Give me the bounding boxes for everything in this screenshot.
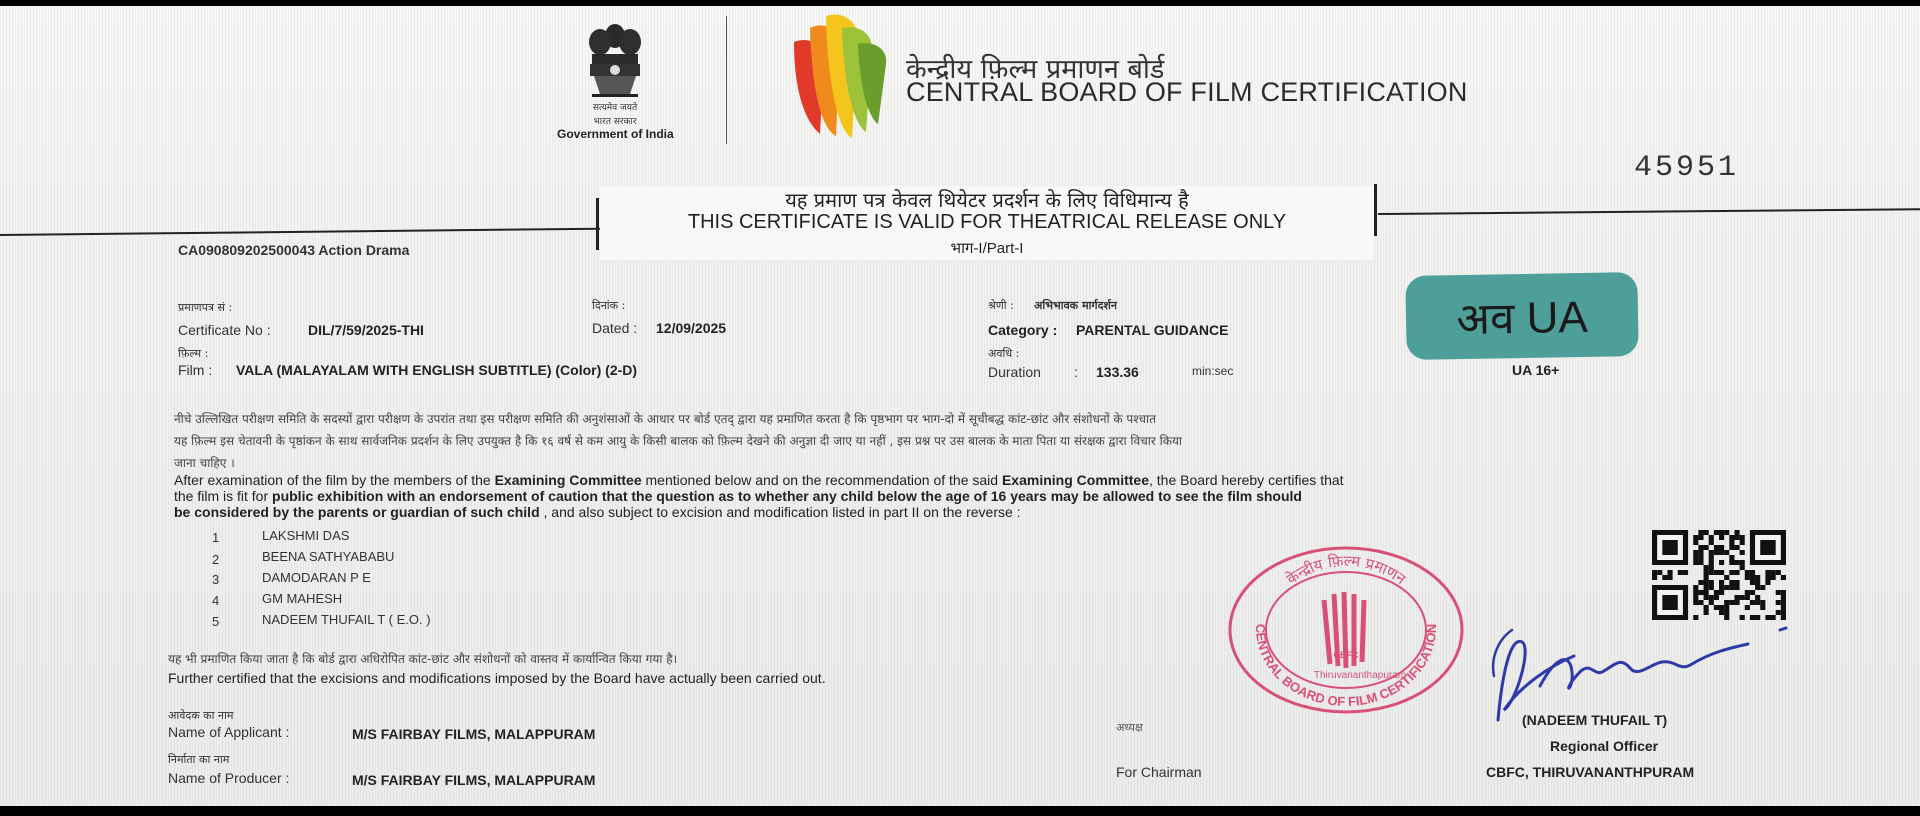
- seal-outer-english: CENTRAL BOARD OF FILM CERTIFICATION: [1252, 623, 1440, 710]
- svg-text:केन्द्रीय फ़िल्म प्रमाणन: [1283, 552, 1410, 589]
- member-number: 4: [212, 593, 220, 608]
- producer-value: M/S FAIRBAY FILMS, MALAPPURAM: [352, 772, 596, 788]
- english-para-line-2: [174, 488, 1302, 504]
- validity-hindi: यह प्रमाण पत्र केवल थियेटर प्रदर्शन के लिए विधिमान्य है: [785, 188, 1189, 212]
- member-number: 5: [212, 614, 220, 629]
- lion-capital-icon: [582, 20, 648, 98]
- para-text: After examination of the film by the members of the: [174, 472, 495, 488]
- film-value: VALA (MALAYALAM WITH ENGLISH SUBTITLE) (Color) (2-D): [236, 362, 638, 378]
- serial-number: 45951: [1634, 151, 1740, 185]
- national-emblem: [557, 20, 674, 144]
- govt-english: Government of India: [557, 127, 674, 141]
- header-divider: [726, 16, 727, 144]
- member-number: 1: [212, 530, 220, 545]
- chairman-label: For Chairman: [1116, 764, 1202, 780]
- duration-label: Duration: [988, 364, 1041, 380]
- part-label: भाग-I/Part-I: [950, 240, 1024, 257]
- applicant-label: Name of Applicant :: [168, 724, 290, 740]
- seal-inner-city: Thiruvananthapuram: [1313, 670, 1407, 681]
- para-bold: Examining Committee: [1001, 472, 1149, 488]
- qr-finder-pattern: [1652, 585, 1688, 620]
- film-hindi-label: फ़िल्म :: [178, 347, 209, 360]
- hindi-para-line-3: जाना चाहिए ।: [174, 456, 235, 470]
- member-name: NADEEM THUFAIL T ( E.O. ): [262, 612, 431, 627]
- qr-code: [1652, 530, 1786, 620]
- band-bracket-right: [1374, 184, 1377, 236]
- duration-unit: min:sec: [1192, 364, 1234, 378]
- category-label: Category :: [988, 322, 1058, 338]
- member-name: GM MAHESH: [262, 591, 343, 606]
- board-name-english: CENTRAL BOARD OF FILM CERTIFICATION: [906, 77, 1468, 107]
- cert-no-value: DIL/7/59/2025-THI: [308, 322, 424, 338]
- dated-hindi-label: दिनांक :: [592, 299, 626, 312]
- rating-sub-label: UA 16+: [1512, 362, 1560, 378]
- dated-value: 12/09/2025: [656, 320, 727, 336]
- chairman-hindi: अध्यक्ष: [1116, 721, 1143, 734]
- seal-inner-top: CBFC: [1333, 650, 1359, 660]
- seal-outer-hindi: केन्द्रीय फ़िल्म प्रमाणन: [1282, 551, 1410, 589]
- english-para-line-3: [174, 504, 1021, 520]
- further-english: Further certified that the excisions and modifications imposed by the Board have actually been carried out.: [168, 670, 826, 686]
- rating-text: अव UA: [1455, 292, 1589, 345]
- applicant-hindi-label: आवेदक का नाम: [168, 709, 234, 722]
- para-text: , the Board hereby certifies that: [1149, 472, 1344, 488]
- english-para-line-1: [174, 472, 1344, 488]
- para-text: , and also subject to excision and modification listed in part II on the reverse :: [539, 504, 1021, 520]
- signatory-office: CBFC, THIRUVANANTHPURAM: [1486, 764, 1695, 780]
- para-bold: be considered by the parents or guardian of such child: [174, 504, 540, 520]
- further-hindi: यह भी प्रमाणित किया जाता है कि बोर्ड द्वारा अधिरोपित कांट-छांट और संशोधनों को वास्तव में कार्यान्वित किया गया है।: [168, 652, 678, 666]
- hindi-para-line-2: यह फ़िल्म इस चेतावनी के पृष्ठांकन के साथ सार्वजनिक प्रदर्शन के लिए उपयुक्त है कि १६ वर्ष से कम आयु के किसी बालक को फ़िल्म देखने की अनुज्ञा दी जाए या नहीं , इस प्रश्न पर उस बालक के माता पिता या संरक्षक द्वारा विचार किया: [174, 434, 1183, 448]
- board-name-hindi: केन्द्रीय फ़िल्म प्रमाणन बोर्ड: [906, 54, 1165, 85]
- para-bold: public exhibition with an endorsement of caution that the question as to whether any child below the age of 16 years may be allowed to see the film should: [272, 488, 1302, 504]
- qr-finder-pattern: [1750, 530, 1786, 565]
- emblem-motto: सत्यमेव जयते: [592, 103, 638, 113]
- member-name: BEENA SATHYABABU: [262, 549, 395, 564]
- category-hindi-label: श्रेणी :: [988, 299, 1014, 312]
- duration-hindi-label: अवधि :: [988, 347, 1020, 360]
- signatory-name: (NADEEM THUFAIL T): [1522, 712, 1668, 728]
- film-label: Film :: [178, 362, 213, 378]
- band-bracket-left: [596, 198, 599, 250]
- member-number: 3: [212, 572, 220, 587]
- cbfc-logo-icon: [780, 14, 900, 139]
- producer-hindi-label: निर्माता का नाम: [168, 753, 230, 766]
- para-text: the film is fit for: [174, 488, 273, 504]
- signatory-title: Regional Officer: [1550, 738, 1659, 754]
- cert-no-hindi-label: प्रमाणपत्र सं :: [178, 301, 233, 314]
- cert-no-label: Certificate No :: [178, 322, 271, 338]
- member-number: 2: [212, 552, 220, 567]
- para-bold: Examining Committee: [494, 472, 642, 488]
- certificate-code: CA090809202500043 Action Drama: [178, 242, 410, 258]
- band-line-right: [1378, 208, 1920, 215]
- duration-colon: :: [1074, 364, 1078, 380]
- applicant-value: M/S FAIRBAY FILMS, MALAPPURAM: [352, 726, 596, 742]
- member-name: LAKSHMI DAS: [262, 528, 350, 543]
- member-name: DAMODARAN P E: [262, 570, 371, 585]
- govt-hindi: भारत सरकार: [593, 117, 637, 127]
- certificate-sheet: [0, 6, 1920, 806]
- hindi-para-line-1: नीचे उल्लिखित परीक्षण समिति के सदस्यों द्वारा परीक्षण के उपरांत तथा इस परीक्षण समिति की अनुशंसाओं के आधार पर बोर्ड एतद् द्वारा यह प्रमाणित करता है कि पृष्ठभाग पर भाग-दो में सूचीबद्ध कांट-छांट और संशोधनों के पश्चात: [174, 412, 1156, 426]
- category-value: PARENTAL GUIDANCE: [1076, 322, 1229, 338]
- dated-label: Dated :: [592, 320, 638, 336]
- category-hindi-value: अभिभावक मार्गदर्शन: [1034, 299, 1118, 312]
- qr-finder-pattern: [1652, 530, 1688, 565]
- cbfc-seal-stamp: [1226, 544, 1466, 718]
- para-text: mentioned below and on the recommendation of the said: [641, 472, 1002, 488]
- duration-value: 133.36: [1096, 364, 1139, 380]
- band-line-left: [0, 228, 600, 236]
- validity-english: THIS CERTIFICATE IS VALID FOR THEATRICAL RELEASE ONLY: [687, 211, 1287, 233]
- producer-label: Name of Producer :: [168, 770, 290, 786]
